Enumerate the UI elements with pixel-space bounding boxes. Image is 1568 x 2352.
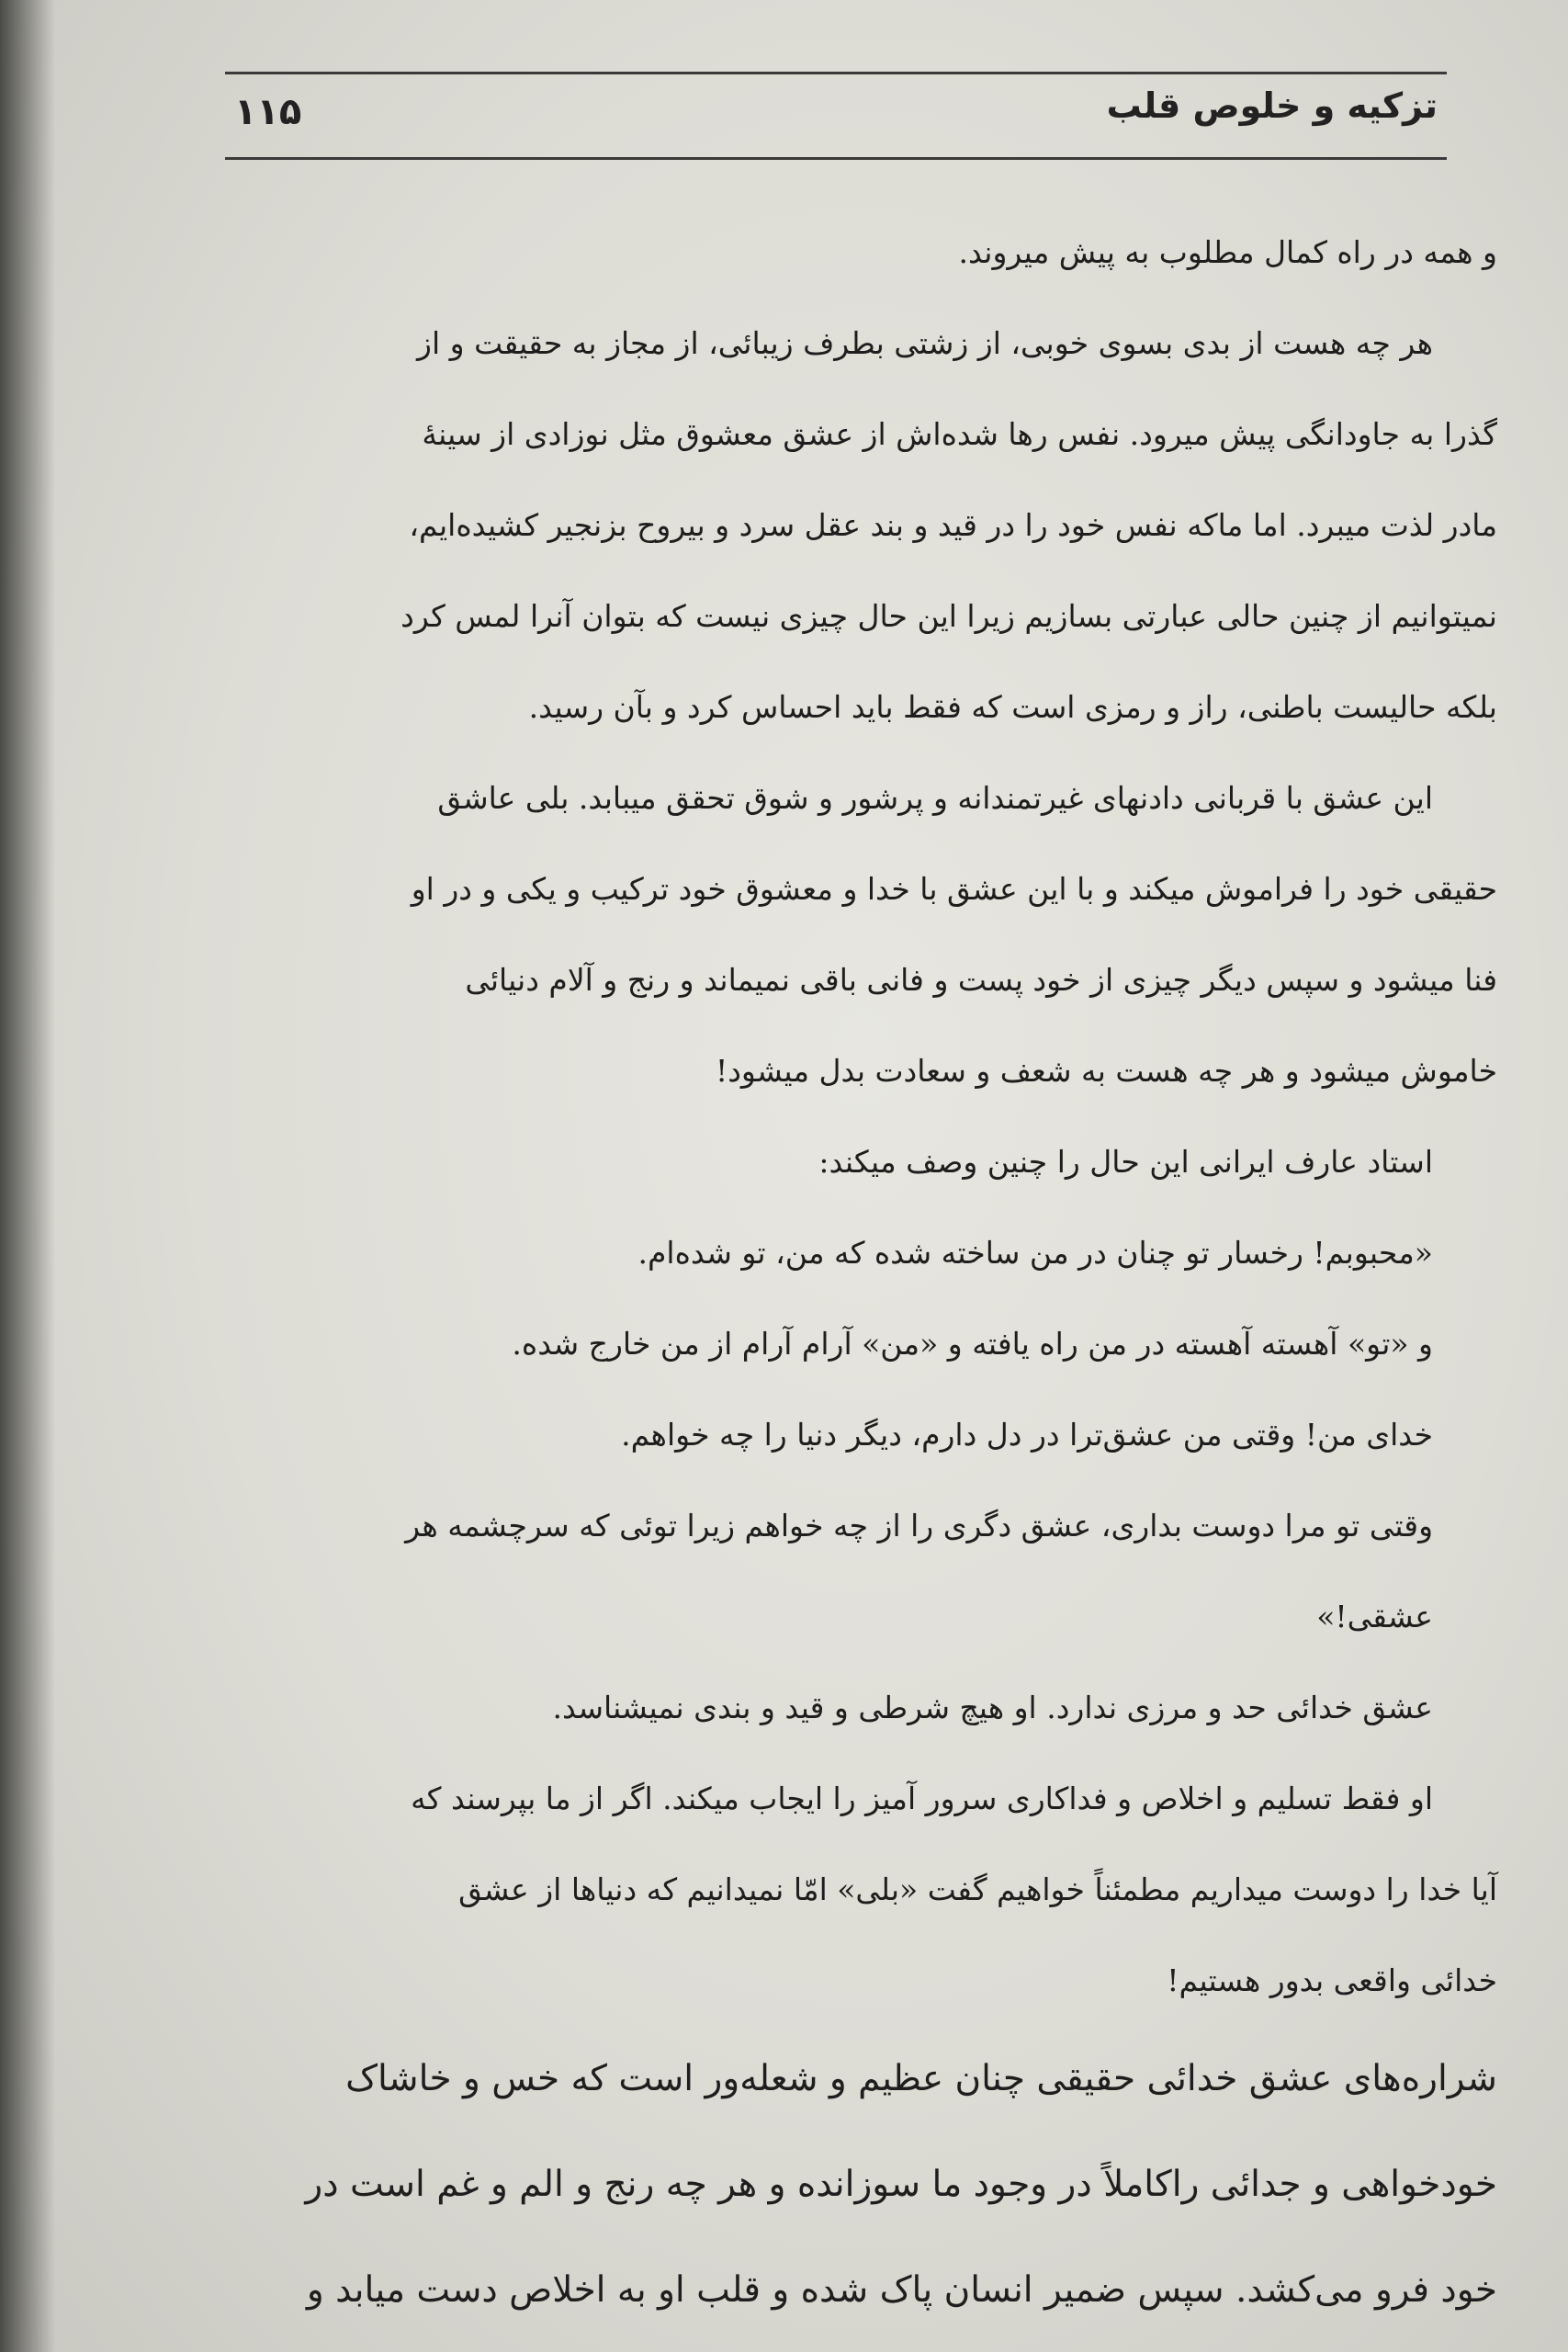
text-line: وقتی تو مرا دوست بداری، عشق دگری را از چه خواهم زیرا توئی که سرچشمه هر bbox=[405, 1508, 1433, 1544]
page-edge-shadow bbox=[0, 0, 55, 2352]
text-line: خاموش میشود و هر چه هست به شعف و سعادت بدل میشود! bbox=[715, 1053, 1497, 1089]
text-line: عشق خدائی حد و مرزی ندارد. او هیچ شرطی و قید و بندی نمیشناسد. bbox=[552, 1690, 1433, 1725]
text-line: این عشق با قربانی دادنهای غیرتمندانه و پرشور و شوق تحقق میبابد. بلی عاشق bbox=[437, 780, 1433, 816]
text-line: و همه در راه کمال مطلوب به پیش میروند. bbox=[958, 234, 1497, 270]
text-line: استاد عارف ایرانی این حال را چنین وصف میکند: bbox=[818, 1144, 1433, 1180]
text-line: خدائی واقعی بدور هستیم! bbox=[1167, 1962, 1497, 1998]
text-line: او فقط تسلیم و اخلاص و فداکاری سرور آمیز را ایجاب میکند. اگر از ما بپرسند که bbox=[411, 1781, 1433, 1816]
text-line: نمیتوانیم از چنین حالی عبارتی بسازیم زیرا این حال چیزی نیست که بتوان آنرا لمس کرد bbox=[400, 598, 1497, 634]
text-line: حقیقی خود را فراموش میکند و با این عشق با خدا و معشوق خود ترکیب و یکی و در او bbox=[411, 871, 1497, 907]
text-line: مادر لذت میبرد. اما ماکه نفس خود را در قید و بند عقل سرد و بیروح بزنجیر کشیده‌ایم، bbox=[409, 507, 1497, 543]
page-header bbox=[225, 72, 1447, 160]
text-line: و «تو» آهسته آهسته در من راه یافته و «من» آرام آرام از من خارج شده. bbox=[512, 1326, 1433, 1362]
page-number: ۱۱۵ bbox=[234, 91, 302, 133]
text-line: آیا خدا را دوست میداریم مطمئناً خواهیم گفت «بلی» امّا نمیدانیم که دنیاها از عشق bbox=[458, 1871, 1497, 1907]
text-line: فنا میشود و سپس دیگر چیزی از خود پست و فانی باقی نمیماند و رنج و آلام دنیائی bbox=[465, 962, 1497, 998]
text-line: عشقی!» bbox=[1316, 1599, 1433, 1634]
text-line: خودخواهی و جدائی راکاملاً در وجود ما سوزانده و هر چه رنج و الم و غم است در bbox=[305, 2164, 1497, 2205]
text-line: «محبوبم! رخسار تو چنان در من ساخته شده که من، تو شده‌ام. bbox=[637, 1235, 1433, 1271]
running-title: تزکیه و خلوص قلب bbox=[1106, 85, 1438, 126]
text-line: گذرا به جاودانگی پیش میرود. نفس رها شده‌اش از عشق معشوق مثل نوزادی از سینهٔ bbox=[422, 416, 1497, 452]
text-line: خود فرو می‌کشد. سپس ضمیر انسان پاک شده و قلب او به اخلاص دست میابد و bbox=[306, 2269, 1497, 2311]
body-text bbox=[138, 207, 1497, 2343]
text-line: هر چه هست از بدی بسوی خوبی، از زشتی بطرف زیبائی، از مجاز به حقیقت و از bbox=[417, 325, 1433, 361]
text-line: خدای من! وقتی من عشق‌ترا در دل دارم، دیگر دنیا را چه خواهم. bbox=[621, 1417, 1433, 1453]
text-line: بلکه حالیست باطنی، راز و رمزی است که فقط باید احساس کرد و بآن رسید. bbox=[528, 689, 1497, 725]
text-line: شراره‌های عشق خدائی حقیقی چنان عظیم و شعله‌ور است که خس و خاشاک bbox=[345, 2058, 1497, 2099]
